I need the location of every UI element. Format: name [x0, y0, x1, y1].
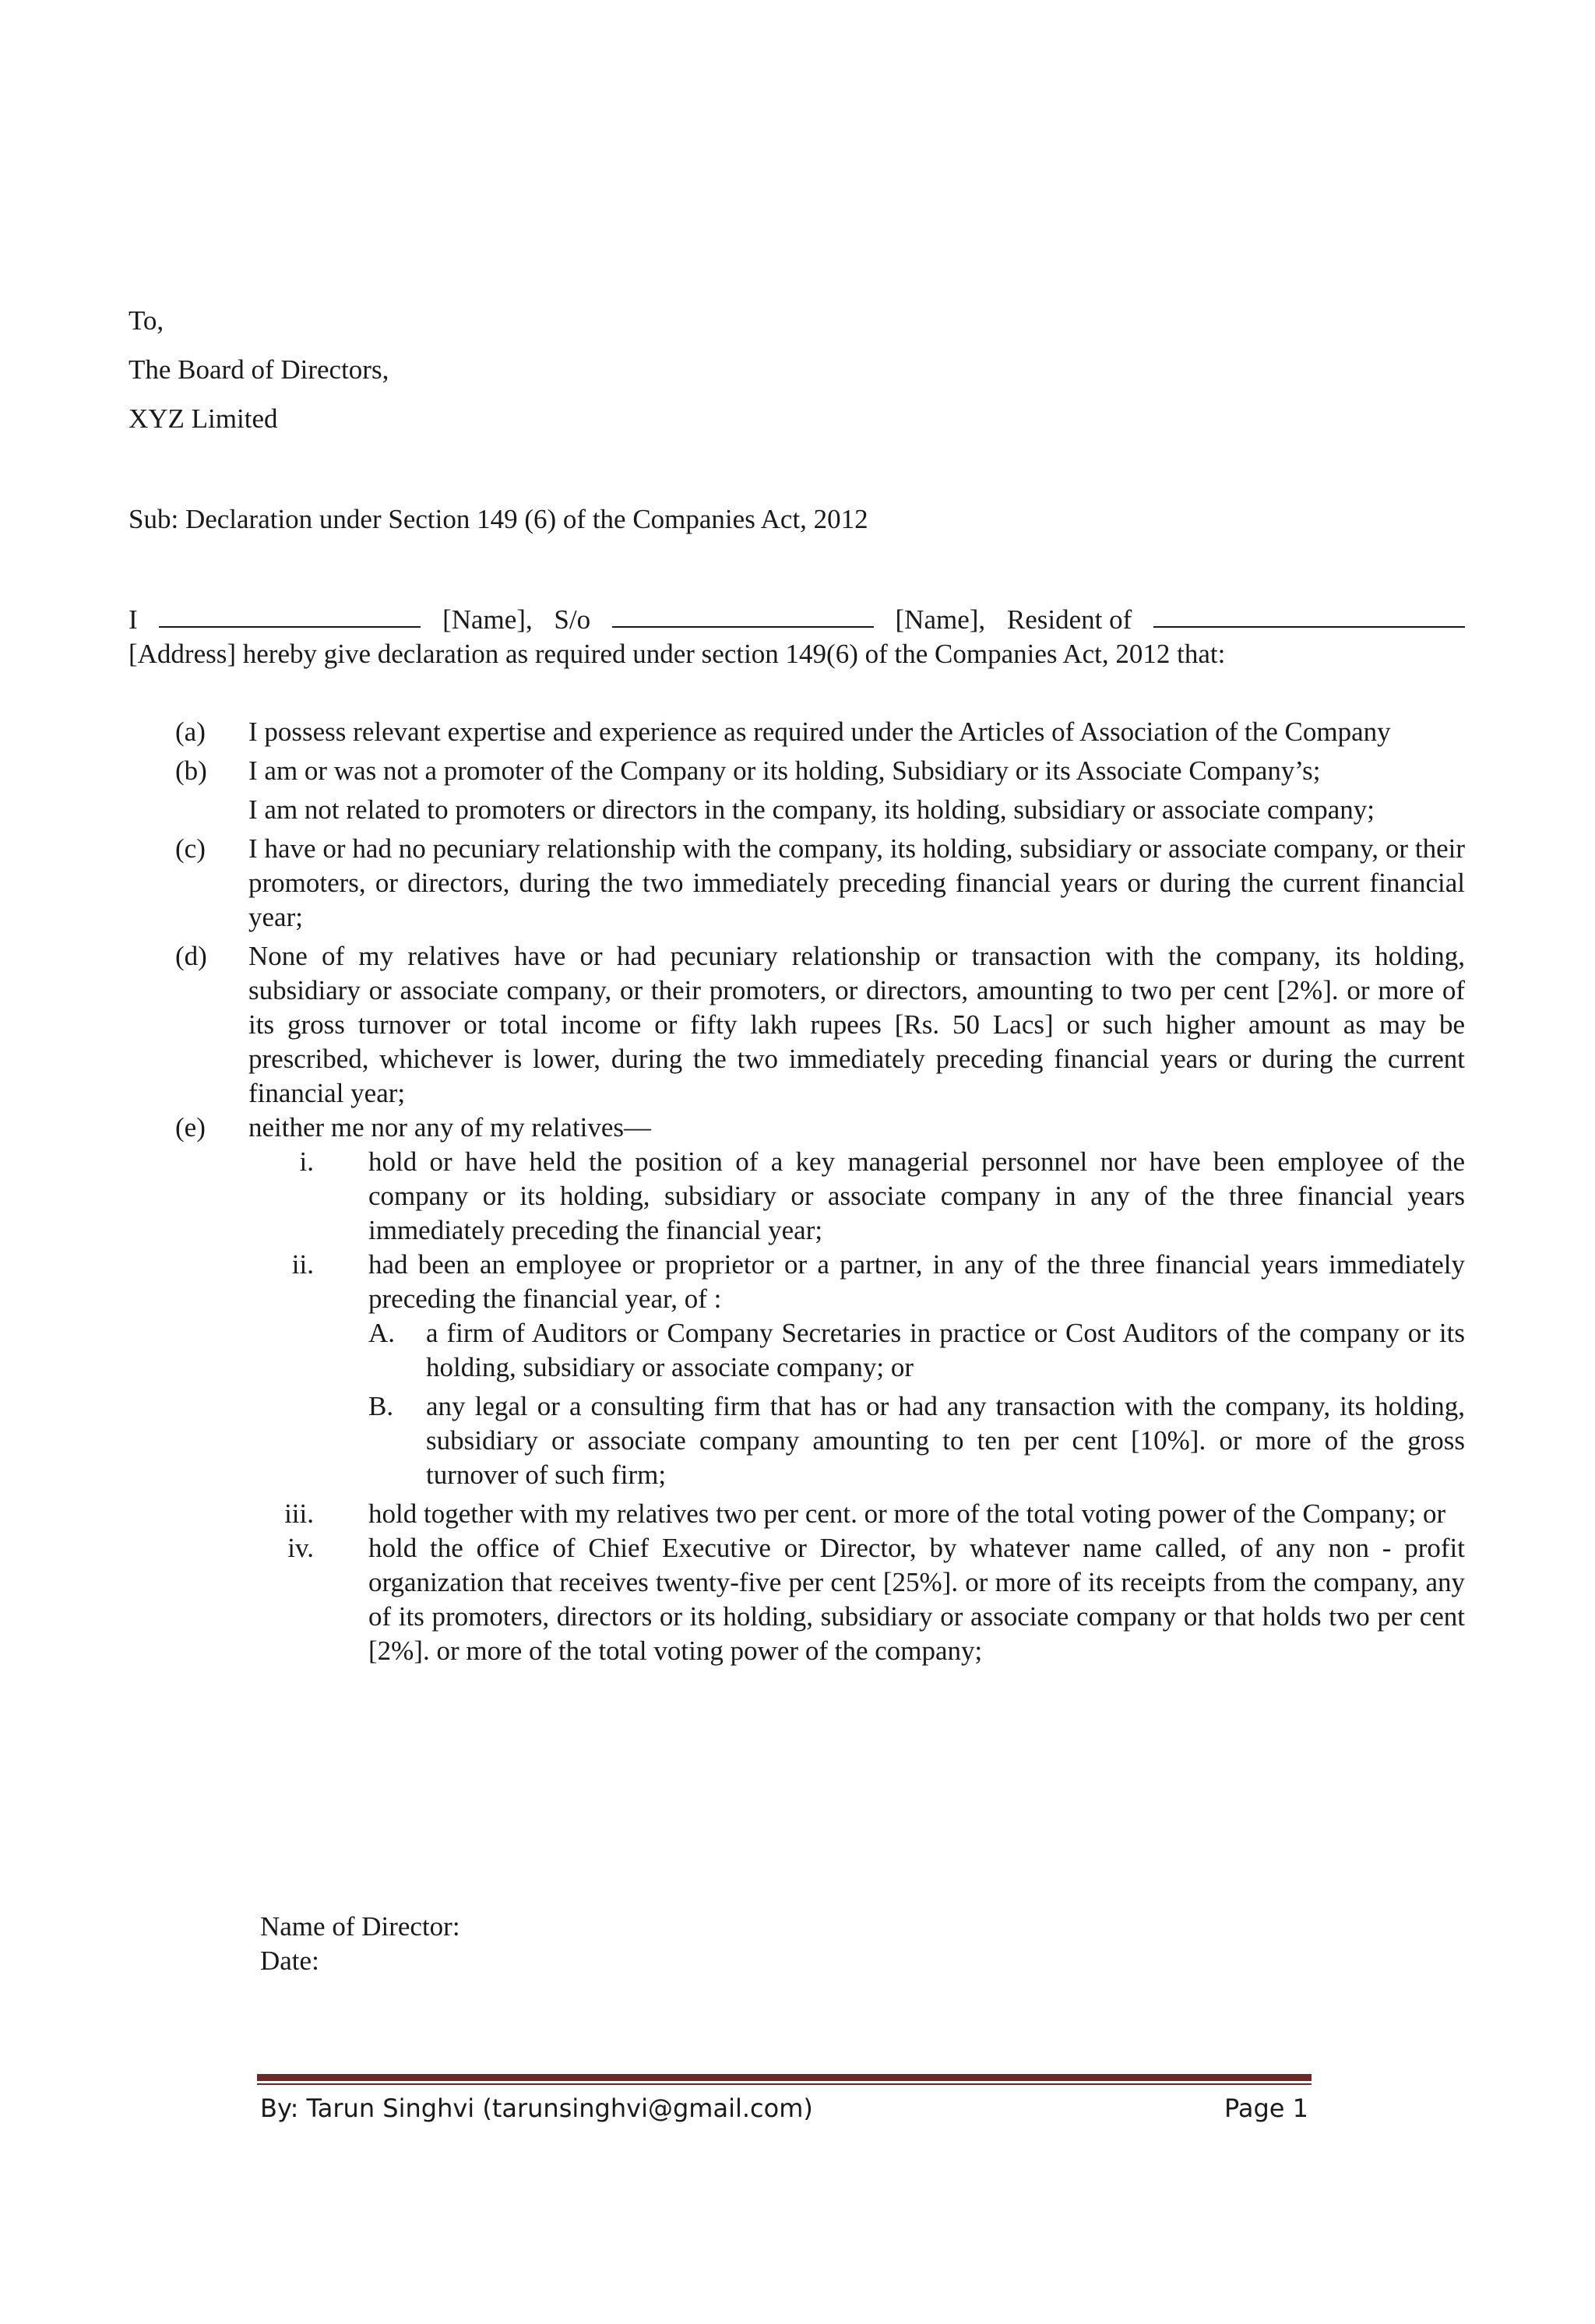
- sub-sub-label: A.: [368, 1318, 396, 1348]
- page-footer: [260, 2091, 1308, 2125]
- sub-text: hold or have held the position of a key managerial personnel nor have been employee of the company or its holding, subsidiary or associate company in any of the three financial years immediately preceding the financial year;: [368, 1146, 1465, 1245]
- address-blank[interactable]: [1153, 603, 1465, 628]
- sub-text: hold the office of Chief Executive or Director, by whatever name called, of any non - profit organization that receives twenty-five per cent [25%]. or more of its receipts from the company, any of its promoters, directors or its holding, subsidiary or associate company or that holds two per cent [2%]. or more of the total voting power of the company;: [368, 1533, 1465, 1666]
- declaration-name-1: [Name],: [442, 604, 533, 635]
- sub-label: i.: [299, 1146, 314, 1177]
- declaration-list: [129, 715, 1465, 1668]
- sub-label: iv.: [287, 1533, 314, 1563]
- subject-line: Sub: Declaration under Section 149 (6) of the Companies Act, 2012: [129, 504, 868, 534]
- director-name-label: Name of Director:: [260, 1911, 460, 1942]
- sub-item-ii: [248, 1248, 1465, 1316]
- list-label: (c): [175, 833, 206, 864]
- list-text: None of my relatives have or had pecuniary relationship or transaction with the company, its holding, subsidiary or associate company, or their promoters, or directors, amounting to two per cent [2%]. or more of its gross turnover or total income or fifty lakh rupees [Rs. 50 Lacs] or such higher amount as may be prescribed, whichever is lower, during the two immediately preceding financial years or during the current financial year;: [248, 941, 1465, 1108]
- sub-sub-text: a firm of Auditors or Company Secretaries in practice or Cost Auditors of the company or its holding, subsidiary or associate company; or: [426, 1318, 1465, 1382]
- page-number: Page 1: [1224, 2093, 1308, 2123]
- declaration-paragraph: [129, 603, 1465, 671]
- list-item-b-extra: [129, 793, 1465, 827]
- declaration-line-1: [129, 603, 1465, 637]
- sub-item-iv: [248, 1531, 1465, 1668]
- list-text: I have or had no pecuniary relationship with the company, its holding, subsidiary or associate company, or their promoters, or directors, during the two immediately preceding financial years or during the current financial year;: [248, 833, 1465, 932]
- sub-sub-item-a: [368, 1316, 1465, 1385]
- recipient-board: The Board of Directors,: [129, 354, 389, 385]
- list-item-a: [129, 715, 1465, 749]
- salutation-to: To,: [129, 305, 164, 336]
- father-name-blank[interactable]: [612, 603, 874, 628]
- declaration-so: S/o: [554, 604, 591, 635]
- sub-item-i: [248, 1145, 1465, 1248]
- sub-text: hold together with my relatives two per cent. or more of the total voting power of the Company; or: [368, 1498, 1446, 1529]
- list-text: I am not related to promoters or directors in the company, its holding, subsidiary or associate company;: [248, 794, 1375, 825]
- list-text: I possess relevant expertise and experience as required under the Articles of Association of the Company: [248, 717, 1391, 747]
- list-text: neither me nor any of my relatives—: [248, 1112, 652, 1143]
- sub-label: ii.: [291, 1249, 314, 1280]
- sub-sub-text: any legal or a consulting firm that has or had any transaction with the company, its holding, subsidiary or associate company amounting to ten per cent [10%]. or more of the gross turnover of such firm;: [426, 1391, 1465, 1490]
- list-item-b: [129, 754, 1465, 788]
- sub-sub-label: B.: [368, 1391, 394, 1421]
- declaration-i: I: [129, 604, 138, 635]
- recipient-company: XYZ Limited: [129, 403, 278, 434]
- footer-author: By: Tarun Singhvi (tarunsinghvi@gmail.com): [260, 2093, 813, 2123]
- footer-rule-thin: [257, 2083, 1312, 2085]
- declaration-resident: Resident of: [1006, 604, 1132, 635]
- sub-sub-item-b: [368, 1389, 1465, 1492]
- list-text: I am or was not a promoter of the Company or its holding, Subsidiary or its Associate Company’s;: [248, 755, 1321, 786]
- list-item-d: [129, 939, 1465, 1111]
- list-label: (e): [175, 1112, 206, 1143]
- list-label: (b): [175, 755, 207, 786]
- list-item-e: [129, 1111, 1465, 1145]
- name-blank[interactable]: [159, 603, 421, 628]
- sub-label: iii.: [284, 1498, 314, 1529]
- date-label: Date:: [260, 1945, 319, 1976]
- sub-text: had been an employee or proprietor or a partner, in any of the three financial years immediately preceding the financial year, of :: [368, 1249, 1465, 1314]
- sub-sub-list: [248, 1316, 1465, 1492]
- sub-list: [129, 1145, 1465, 1668]
- sub-item-iii: [248, 1497, 1465, 1531]
- signature-block: [260, 1910, 460, 1978]
- list-label: (a): [175, 717, 206, 747]
- declaration-name-2: [Name],: [895, 604, 986, 635]
- list-label: (d): [175, 941, 207, 971]
- footer-rule: [257, 2074, 1312, 2081]
- list-item-c: [129, 832, 1465, 935]
- declaration-line-2: [Address] hereby give declaration as required under section 149(6) of the Companies Act, 2012 that:: [129, 639, 1226, 669]
